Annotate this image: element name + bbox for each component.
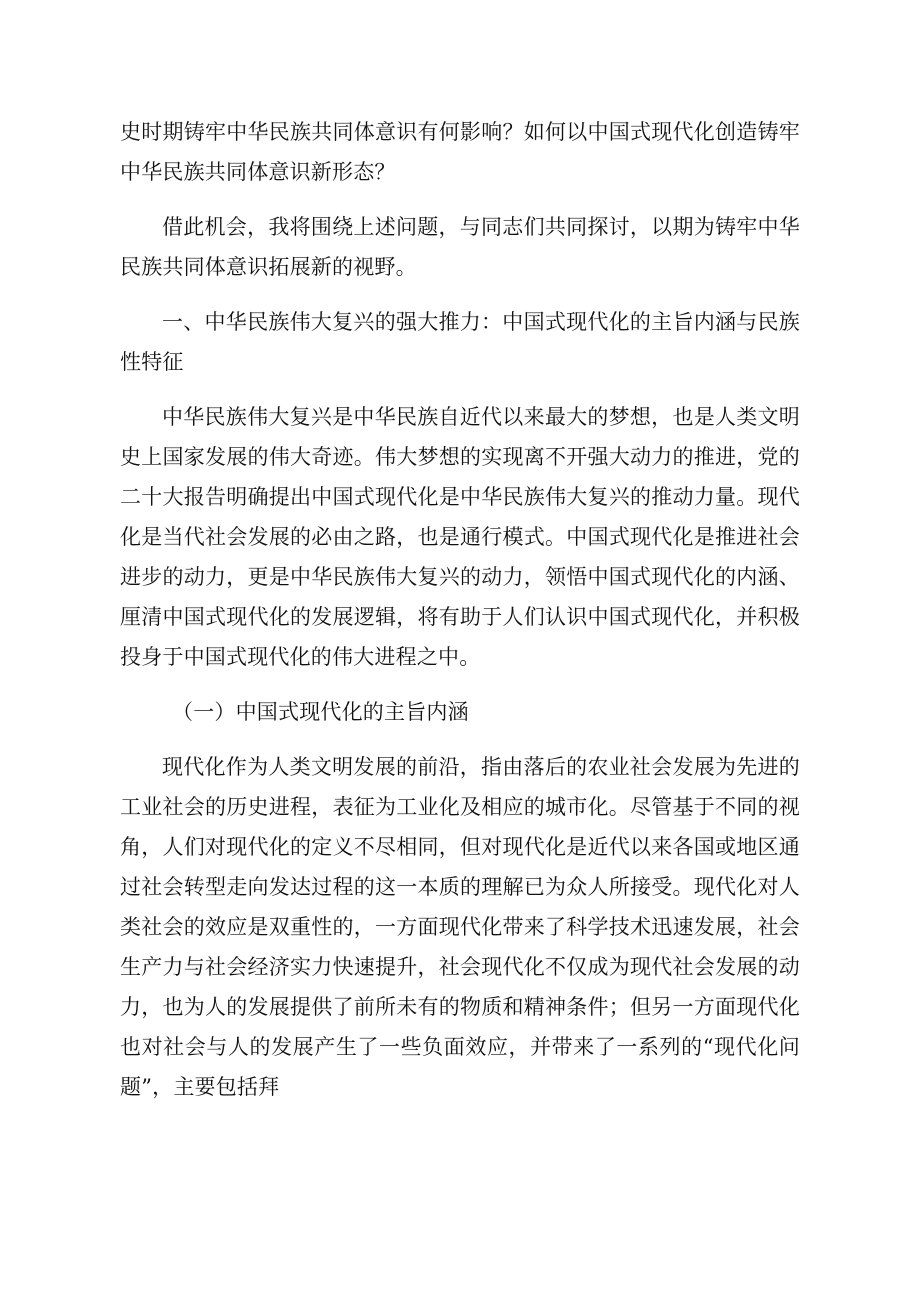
- paragraph-body: 现代化作为人类文明发展的前沿，指由落后的农业社会发展为先进的工业社会的历史进程，表征为工业化及相应的城市化。尽管基于不同的视角，人们对现代化的定义不尽相同，但对现代化是近代以来各国或地区通过社会转型走向发达过程的这一本质的理解已为众人所接受。现代化对人类社会的效应是双重性的，一方面现代化带来了科学技术迅速发展，社会生产力与社会经济实力快速提升，社会现代化不仅成为现代社会发展的动力，也为人的发展提供了前所未有的物质和精神条件；但另一方面现代化也对社会与人的发展产生了一些负面效应，并带来了一系列的“现代化问题”，主要包括拜: [120, 755, 800, 1099]
- subsection-heading-1: （一）中国式现代化的主旨内涵: [172, 700, 469, 724]
- document-body: [120, 112, 800, 1122]
- paragraph-continuation: 史时期铸牢中华民族共同体意识有何影响？如何以中国式现代化创造铸牢中华民族共同体意识新形态？: [120, 120, 800, 184]
- section-heading-1: 一、中华民族伟大复兴的强大推力：中国式现代化的主旨内涵与民族性特征: [120, 310, 800, 374]
- paragraph-body: 中华民族伟大复兴是中华民族自近代以来最大的梦想，也是人类文明史上国家发展的伟大奇迹。伟大梦想的实现离不开强大动力的推进，党的二十大报告明确提出中国式现代化是中华民族伟大复兴的推动力量。现代化是当代社会发展的必由之路，也是通行模式。中国式现代化是推进社会进步的动力，更是中华民族伟大复兴的动力，领悟中国式现代化的内涵、厘清中国式现代化的发展逻辑，将有助于人们认识中国式现代化，并积极投身于中国式现代化的伟大进程之中。: [120, 405, 800, 669]
- paragraph-intro: 借此机会，我将围绕上述问题，与同志们共同探讨，以期为铸牢中华民族共同体意识拓展新的视野。: [120, 215, 800, 279]
